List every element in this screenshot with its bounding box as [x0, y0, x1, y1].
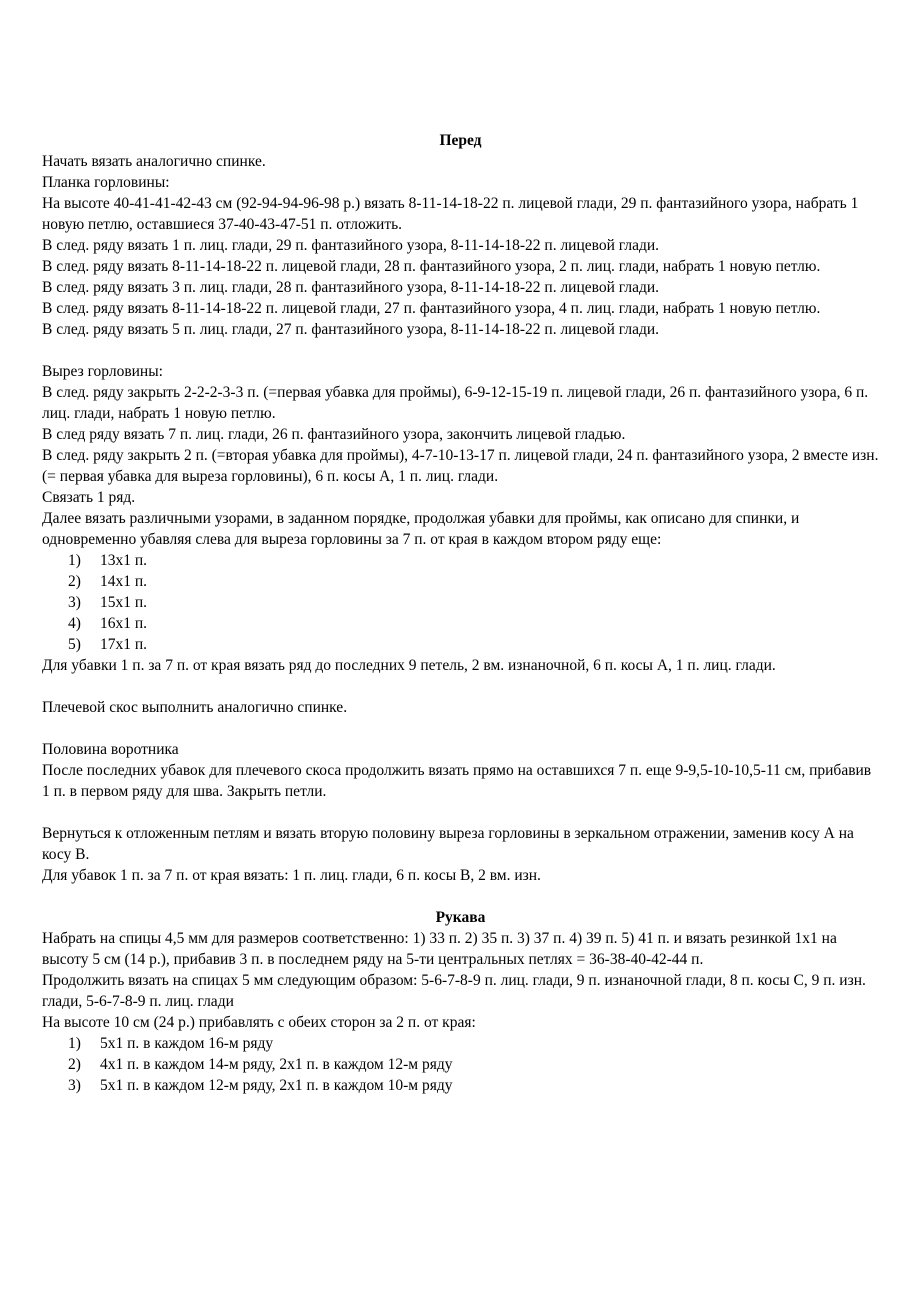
spacer — [42, 718, 879, 739]
paragraph: В след. ряду закрыть 2-2-2-3-3 п. (=первая убавка для проймы), 6-9-12-15-19 п. лицевой глади, 26 п. фантазийного узора, 6 п. лиц. глади, набрать 1 новую петлю. — [42, 384, 869, 422]
paragraph: На высоте 10 см (24 р.) прибавлять с обеих сторон за 2 п. от края: — [42, 1014, 476, 1031]
list-text: 5х1 п. в каждом 16-м ряду — [100, 1035, 274, 1052]
list-text: 14х1 п. — [100, 573, 148, 590]
list-number: 4) — [68, 615, 81, 632]
list-number: 3) — [68, 1077, 81, 1094]
spacer — [42, 676, 879, 697]
list-number: 2) — [68, 573, 81, 590]
list-number: 1) — [68, 1035, 81, 1052]
paragraph: Набрать на спицы 4,5 мм для размеров соответственно: 1) 33 п. 2) 35 п. 3) 37 п. 4) 39 п. 5) 41 п. и вязать резинкой 1х1 на высоту 5 см (14 р.), прибавив 3 п. в последнем ряду на 5-ти центральных петлях = 36-38-40-42-44 п. — [42, 930, 837, 968]
list-item — [42, 634, 879, 655]
paragraph: В след. ряду вязать 1 п. лиц. глади, 29 п. фантазийного узора, 8-11-14-18-22 п. лицевой глади. — [42, 237, 660, 254]
subheading: Планка горловины: — [42, 174, 170, 191]
decrease-list — [42, 550, 879, 655]
increase-list — [42, 1033, 879, 1096]
list-number: 3) — [68, 594, 81, 611]
list-number: 5) — [68, 636, 81, 653]
paragraph: В след. ряду закрыть 2 п. (=вторая убавка для проймы), 4-7-10-13-17 п. лицевой глади, 24 п. фантазийного узора, 2 вместе изн. (= первая убавка для выреза горловины), 6 п. косы А, 1 п. лиц. глади. — [42, 447, 879, 485]
paragraph: Начать вязать аналогично спинке. — [42, 153, 266, 170]
list-text: 13х1 п. — [100, 552, 148, 569]
list-item — [42, 1033, 879, 1054]
paragraph: В след. ряду вязать 5 п. лиц. глади, 27 п. фантазийного узора, 8-11-14-18-22 п. лицевой глади. — [42, 321, 660, 338]
spacer — [42, 340, 879, 361]
paragraph: В след. ряду вязать 8-11-14-18-22 п. лицевой глади, 27 п. фантазийного узора, 4 п. лиц. глади, набрать 1 новую петлю. — [42, 300, 821, 317]
paragraph: Продолжить вязать на спицах 5 мм следующим образом: 5-6-7-8-9 п. лиц. глади, 9 п. изнаночной глади, 8 п. косы С, 9 п. изн. глади, 5-6-7-8-9 п. лиц. глади — [42, 972, 866, 1010]
subheading: Половина воротника — [42, 741, 179, 758]
list-text: 15х1 п. — [100, 594, 148, 611]
paragraph: Для убавки 1 п. за 7 п. от края вязать ряд до последних 9 петель, 2 вм. изнаночной, 6 п. косы А, 1 п. лиц. глади. — [42, 657, 776, 674]
section-title-sleeves: Рукава — [435, 909, 486, 926]
list-item — [42, 613, 879, 634]
list-text: 4х1 п. в каждом 14-м ряду, 2х1 п. в каждом 12-м ряду — [100, 1056, 453, 1073]
spacer — [42, 886, 879, 907]
list-item — [42, 1054, 879, 1075]
list-text: 5х1 п. в каждом 12-м ряду, 2х1 п. в каждом 10-м ряду — [100, 1077, 453, 1094]
list-text: 16х1 п. — [100, 615, 148, 632]
paragraph: После последних убавок для плечевого скоса продолжить вязать прямо на оставшихся 7 п. еще 9-9,5-10-10,5-11 см, прибавив 1 п. в первом ряду для шва. Закрыть петли. — [42, 762, 872, 800]
list-item — [42, 550, 879, 571]
list-item — [42, 1075, 879, 1096]
list-item — [42, 571, 879, 592]
paragraph: Связать 1 ряд. — [42, 489, 136, 506]
paragraph: На высоте 40-41-41-42-43 см (92-94-94-96-98 р.) вязать 8-11-14-18-22 п. лицевой глади, 29 п. фантазийного узора, набрать 1 новую петлю, оставшиеся 37-40-43-47-51 п. отложить. — [42, 195, 859, 233]
paragraph: Далее вязать различными узорами, в заданном порядке, продолжая убавки для проймы, как описано для спинки, и одновременно убавляя слева для выреза горловины за 7 п. от края в каждом втором ряду еще: — [42, 510, 800, 548]
list-number: 1) — [68, 552, 81, 569]
list-number: 2) — [68, 1056, 81, 1073]
subheading: Вырез горловины: — [42, 363, 163, 380]
paragraph: Вернуться к отложенным петлям и вязать вторую половину выреза горловины в зеркальном отражении, заменив косу А на косу В. — [42, 825, 854, 863]
spacer — [42, 802, 879, 823]
paragraph: Для убавок 1 п. за 7 п. от края вязать: 1 п. лиц. глади, 6 п. косы В, 2 вм. изн. — [42, 867, 541, 884]
list-item — [42, 592, 879, 613]
paragraph: В след. ряду вязать 8-11-14-18-22 п. лицевой глади, 28 п. фантазийного узора, 2 п. лиц. глади, набрать 1 новую петлю. — [42, 258, 821, 275]
paragraph: В след ряду вязать 7 п. лиц. глади, 26 п. фантазийного узора, закончить лицевой гладью. — [42, 426, 626, 443]
paragraph: Плечевой скос выполнить аналогично спинке. — [42, 699, 348, 716]
section-title-front: Перед — [439, 132, 482, 149]
list-text: 17х1 п. — [100, 636, 148, 653]
paragraph: В след. ряду вязать 3 п. лиц. глади, 28 п. фантазийного узора, 8-11-14-18-22 п. лицевой глади. — [42, 279, 660, 296]
